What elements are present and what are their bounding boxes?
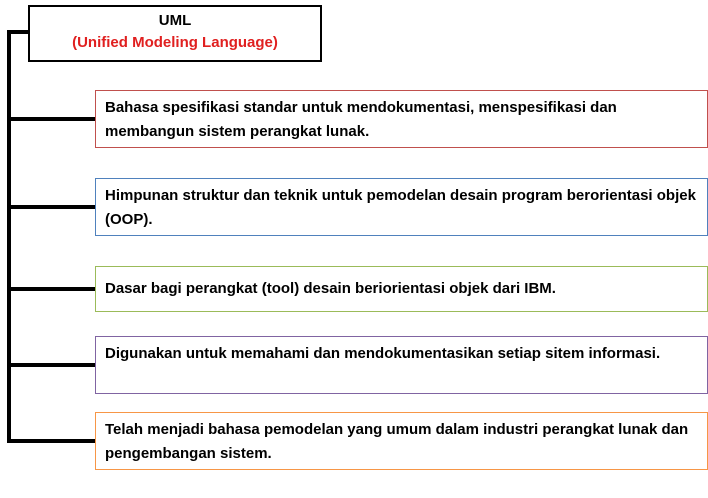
title-main: UML [158,12,192,29]
definition-text-1: Bahasa spesifikasi standar untuk mendokumentasi, menspesifikasi dan membangun sistem perangkat lunak. [105,99,617,140]
definition-box-5 [95,412,708,470]
definition-box-3 [95,266,708,312]
definition-text-4: Digunakan untuk memahami dan mendokumentasikan setiap sitem informasi. [105,345,661,362]
definition-box-2 [95,178,708,236]
definition-text-3: Dasar bagi perangkat (tool) desain beriorientasi objek dari IBM. [105,280,556,297]
definition-box-4 [95,336,708,394]
title-box [28,5,322,62]
definition-text-2: Himpunan struktur dan teknik untuk pemodelan desain program berorientasi objek (OOP). [105,187,696,228]
definition-text-5: Telah menjadi bahasa pemodelan yang umum dalam industri perangkat lunak dan pengembangan sistem. [105,421,689,462]
title-subtitle: (Unified Modeling Language) [72,34,278,51]
definition-box-1 [95,90,708,148]
